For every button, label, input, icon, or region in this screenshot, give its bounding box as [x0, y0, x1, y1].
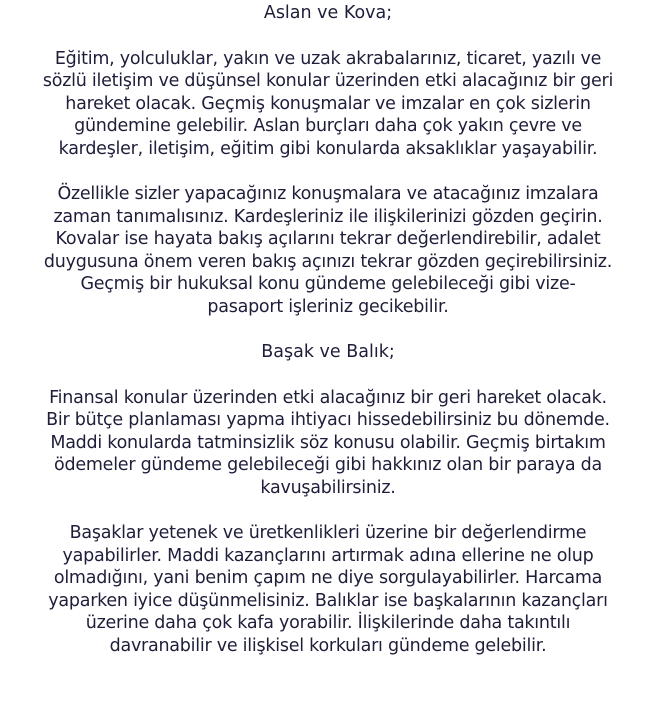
section-basak-balik — [8, 341, 648, 657]
paragraph — [8, 48, 648, 161]
text-line: sözlü iletişim ve düşünsel konular üzerinden etki alacağınız bir geri — [42, 71, 614, 91]
text-line: ödemeler gündeme gelebileceği gibi hakkınız olan bir paraya da — [54, 455, 602, 475]
text-line: yaparken iyice düşünmelisiniz. Balıklar ise başkalarının kazançları — [48, 590, 608, 611]
text-line: gündemine gelebilir. Aslan burçları daha çok yakın çevre ve — [74, 116, 582, 136]
text-line: üzerine daha çok kafa yorabilir. İlişkilerinde daha takıntılı — [85, 613, 571, 633]
text-line: Kovalar ise hayata bakış açılarını tekrar değerlendirebilir, adalet — [55, 229, 601, 249]
text-line: olmadığını, yani benim çapım ne diye sorgulayabilirler. Harcama — [53, 568, 603, 588]
text-line: Bir bütçe planlaması yapma ihtiyacı hissedebilirsiniz bu dönemde. — [46, 410, 610, 430]
paragraph — [8, 183, 648, 318]
text-line: kardeşler, iletişim, eğitim gibi konularda aksaklıklar yaşayabilir. — [58, 138, 598, 159]
text-line: davranabilir ve ilişkisel korkuları gündeme gelebilir. — [109, 635, 547, 656]
text-line: Özellikle sizler yapacağınız konuşmalara ve atacağınız imzalara — [57, 184, 599, 204]
text-line: Finansal konular üzerinden etki alacağınız bir geri hareket olacak. — [49, 387, 607, 408]
section-heading: Aslan ve Kova; — [263, 3, 393, 23]
paragraph — [8, 522, 648, 657]
text-line: zaman tanımalısınız. Kardeşleriniz ile ilişkilerinizi gözden geçirin. — [53, 206, 603, 227]
text-line: yapabilirler. Maddi kazançlarını artırmak adına ellerine ne olup — [62, 545, 594, 566]
section-aslan-kova — [8, 2, 648, 318]
text-line: Maddi konularda tatminsizlik söz konusu olabilir. Geçmiş birtakım — [50, 432, 606, 453]
text-line: Eğitim, yolculuklar, yakın ve uzak akrabalarınız, ticaret, yazılı ve — [54, 48, 602, 69]
text-line: Başaklar yetenek ve üretkenlikleri üzerine bir değerlendirme — [69, 523, 587, 543]
section-heading: Başak ve Balık; — [261, 342, 395, 362]
text-line: hareket olacak. Geçmiş konuşmalar ve imzalar en çok sizlerin — [65, 93, 591, 114]
text-line: duygusuna önem veren bakış açınızı tekrar gözden geçirebilirsiniz. — [43, 251, 613, 272]
text-line: Geçmiş bir hukuksal konu gündeme gelebileceği gibi vize- — [80, 274, 576, 294]
text-line: pasaport işleriniz gecikebilir. — [207, 296, 449, 317]
paragraph — [8, 387, 648, 500]
text-line: kavuşabilirsiniz. — [260, 477, 396, 498]
